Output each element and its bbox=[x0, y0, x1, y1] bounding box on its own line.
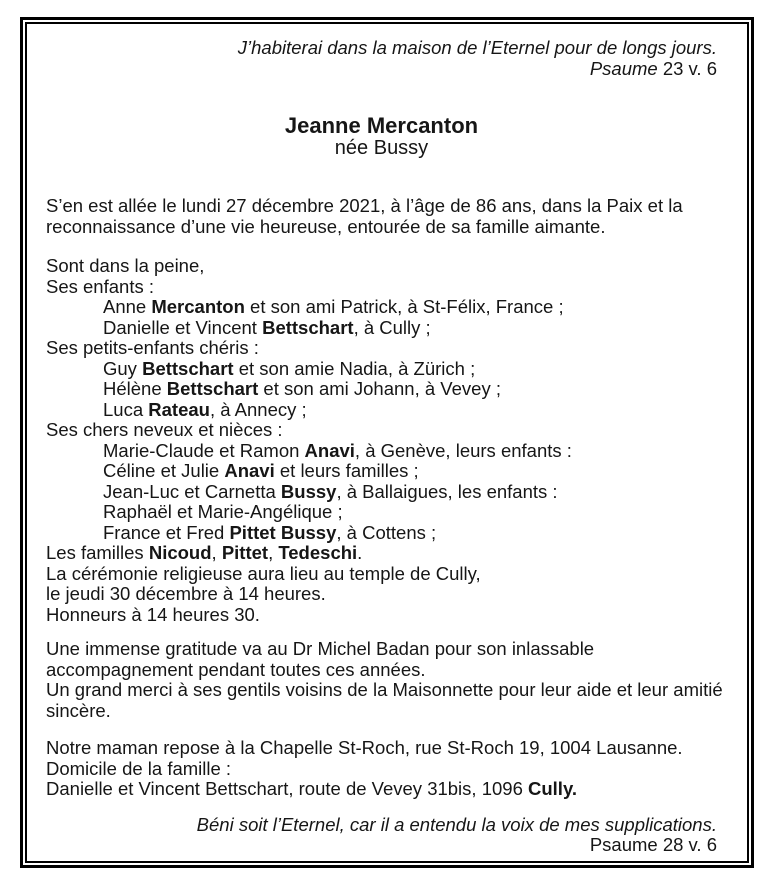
text-line bbox=[46, 256, 717, 277]
text-line bbox=[46, 400, 717, 421]
text-segment: Ses chers neveux et nièces : bbox=[46, 419, 283, 440]
text-line bbox=[46, 605, 717, 626]
text-line bbox=[46, 543, 717, 564]
scripture-quote-text: J’habiterai dans la maison de l’Eternel pour de longs jours. bbox=[237, 37, 717, 58]
repose-and-address-paragraph bbox=[46, 738, 717, 800]
text-line bbox=[46, 338, 717, 359]
text-segment: Danielle et Vincent bbox=[103, 316, 263, 338]
text-segment: sincère. bbox=[46, 699, 111, 721]
obituary-content bbox=[27, 24, 747, 861]
emphasized-name: Bettschart bbox=[142, 357, 234, 379]
text-line bbox=[46, 564, 717, 585]
text-segment: S’en est allée le lundi 27 décembre 2021, à l’âge de 86 ans, dans la Paix et la bbox=[46, 195, 683, 216]
family-and-ceremony-list bbox=[46, 256, 717, 625]
emphasized-name: Bettschart bbox=[262, 316, 354, 338]
text-segment: Raphaël et Marie-Angélique ; bbox=[103, 501, 343, 522]
text-segment: et son amie Nadia, à Zürich ; bbox=[233, 357, 476, 379]
text-line bbox=[46, 318, 717, 339]
inner-border-frame bbox=[25, 22, 749, 863]
text-segment: Notre maman repose à la Chapelle St-Roch, rue St-Roch 19, 1004 Lausanne. bbox=[46, 737, 683, 758]
text-segment: Céline et Julie bbox=[103, 460, 225, 481]
emphasized-name: Bettschart bbox=[166, 378, 259, 399]
text-line bbox=[46, 379, 717, 400]
text-line bbox=[46, 779, 717, 800]
text-segment: La cérémonie religieuse aura lieu au temple de Cully, bbox=[46, 562, 481, 584]
text-segment: , à Cottens ; bbox=[336, 521, 437, 543]
text-segment: Domicile de la famille : bbox=[46, 757, 232, 779]
text-segment: et son ami Johann, à Vevey ; bbox=[258, 378, 501, 399]
text-segment: Une immense gratitude va au Dr Michel Badan pour son inlassable bbox=[46, 638, 595, 659]
outer-border-frame bbox=[20, 17, 754, 868]
text-segment: Un grand merci à ses gentils voisins de la Maisonnette pour leur aide et leur amitié bbox=[46, 679, 723, 700]
emphasized-name: Pittet Bussy bbox=[229, 521, 337, 543]
emphasized-name: Rateau bbox=[148, 398, 210, 420]
emphasized-name: Cully. bbox=[528, 778, 577, 799]
deceased-name-block bbox=[46, 114, 717, 160]
emphasized-name: Anavi bbox=[224, 460, 275, 481]
text-segment: et son ami Patrick, à St-Félix, France ; bbox=[244, 296, 564, 317]
text-segment: reconnaissance d’une vie heureuse, entourée de sa famille aimante. bbox=[46, 215, 606, 237]
text-segment: et leurs familles ; bbox=[274, 460, 419, 481]
text-segment: Honneurs à 14 heures 30. bbox=[46, 603, 260, 625]
opening-scripture-quote bbox=[46, 38, 717, 79]
text-segment: , à Ballaigues, les enfants : bbox=[336, 480, 558, 502]
maiden-name: née Bussy bbox=[334, 137, 429, 159]
scripture-quote-reference bbox=[46, 59, 717, 80]
text-segment: , bbox=[268, 542, 279, 563]
emphasized-name: Nicoud bbox=[148, 542, 212, 563]
text-segment: . bbox=[357, 542, 363, 563]
text-line bbox=[46, 461, 717, 482]
text-line bbox=[46, 759, 717, 780]
text-segment: Ses petits-enfants chéris : bbox=[46, 337, 259, 358]
emphasized-name: Tedeschi bbox=[278, 542, 358, 563]
text-line bbox=[46, 297, 717, 318]
text-segment: , à Annecy ; bbox=[209, 398, 307, 420]
scripture-quote-text: Béni soit l’Eternel, car il a entendu la voix de mes supplications. bbox=[196, 813, 717, 835]
text-segment: Jean-Luc et Carnetta bbox=[103, 480, 281, 502]
text-line bbox=[46, 441, 717, 462]
emphasized-name: Bussy bbox=[280, 480, 337, 502]
death-announcement-paragraph bbox=[46, 196, 717, 237]
text-line bbox=[46, 277, 717, 298]
text-segment: Danielle et Vincent Bettschart, route de Vevey 31bis, 1096 bbox=[46, 778, 528, 799]
text-segment: Sont dans la peine, bbox=[46, 255, 205, 276]
emphasized-name: Pittet bbox=[221, 542, 269, 563]
text-segment: accompagnement pendant toutes ces années. bbox=[46, 658, 426, 680]
text-line bbox=[46, 701, 717, 722]
text-line bbox=[46, 523, 717, 544]
text-segment: Les familles bbox=[46, 542, 149, 563]
text-segment: , à Genève, leurs enfants : bbox=[354, 439, 572, 461]
gratitude-paragraph bbox=[46, 638, 723, 721]
closing-scripture-quote bbox=[46, 815, 717, 856]
text-segment: Anne bbox=[103, 296, 152, 317]
text-line bbox=[46, 217, 717, 238]
deceased-name: Jeanne Mercanton bbox=[284, 113, 479, 138]
text-line bbox=[46, 660, 717, 681]
emphasized-name: Mercanton bbox=[151, 296, 245, 317]
text-line bbox=[46, 738, 717, 759]
text-segment: le jeudi 30 décembre à 14 heures. bbox=[46, 583, 326, 604]
text-line bbox=[46, 502, 717, 523]
psalm-verse-number: 23 v. 6 bbox=[657, 57, 717, 79]
psalm-label: Psaume bbox=[589, 57, 658, 79]
text-line bbox=[46, 196, 717, 217]
text-segment: France et Fred bbox=[103, 521, 230, 543]
text-segment: Guy bbox=[103, 357, 143, 379]
text-line bbox=[46, 482, 717, 503]
text-line bbox=[46, 639, 717, 660]
text-segment: Luca bbox=[103, 398, 149, 420]
text-line bbox=[46, 359, 717, 380]
text-segment: , à Cully ; bbox=[353, 316, 431, 338]
scripture-quote-reference: Psaume 28 v. 6 bbox=[589, 834, 717, 855]
text-line bbox=[46, 420, 717, 441]
text-line bbox=[46, 584, 717, 605]
text-segment: Ses enfants : bbox=[46, 275, 154, 297]
text-line bbox=[46, 679, 723, 701]
text-segment: Hélène bbox=[103, 378, 167, 399]
emphasized-name: Anavi bbox=[304, 439, 355, 461]
text-segment: , bbox=[211, 542, 222, 563]
text-segment: Marie-Claude et Ramon bbox=[103, 439, 305, 461]
